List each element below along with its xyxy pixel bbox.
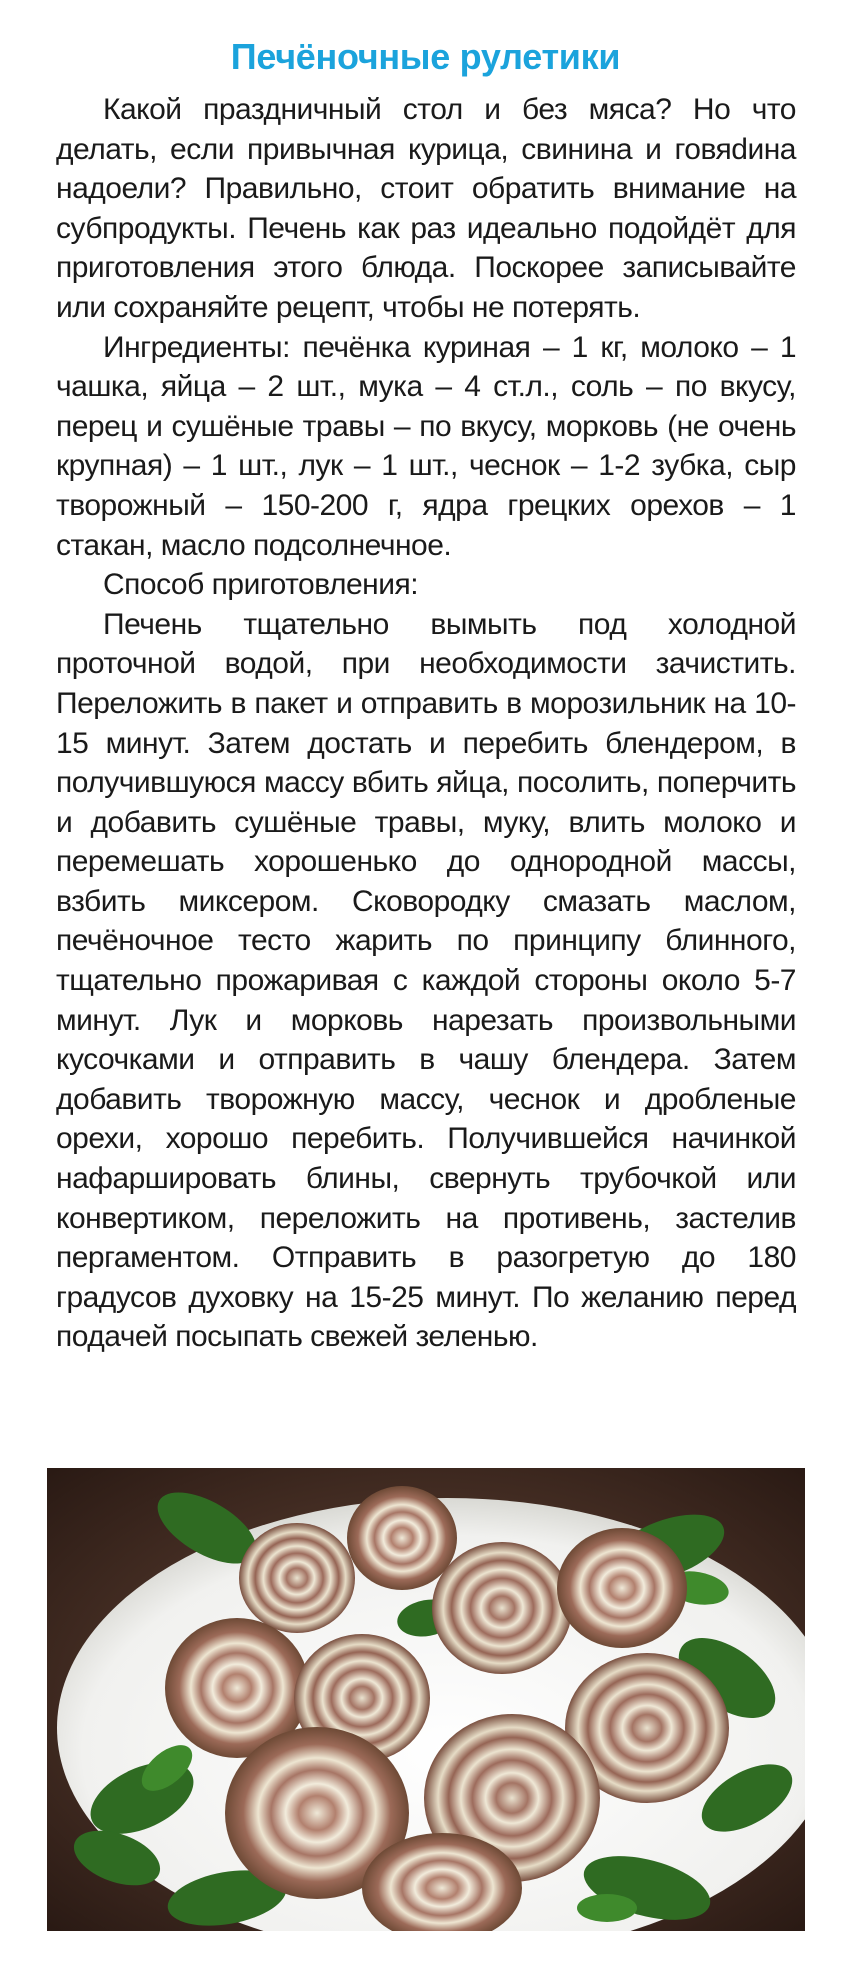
method-paragraph: Печень тщательно вымыть под холодной проточной водой, при необходимости зачистить. Переложить в пакет и отправить в морозильник на 10-15 минут. Затем достать и перебить блендером, в получившуюся массу вбить яйца, посолить, поперчить и добавить сушёные травы, муку, влить молоко и перемешать хорошенько до однородной массы, взбить миксером. Сковородку смазать маслом, печёночное тесто жарить по принципу блинного, тщательно прожаривая с каждой стороны около 5-7 минут. Лук и морковь нарезать произвольными кусочками и отправить в чашу блендера. Затем добавить творожную массу, чеснок и дробленые орехи, хорошо перебить. Получившейся начинкой нафаршировать блины, свернуть трубочкой или конвертиком, переложить на противень, застелив пергаментом. Отправить в разогретую до 180 градусов духовку на 15-25 минут. По желанию перед подачей посыпать свежей зеленью. <box>56 607 796 1354</box>
intro-paragraph: Какой праздничный стол и без мяса? Но что делать, если привычная курица, свинина и говяdина надоели? Правильно, стоит обратить внимание на субпродукты. Печень как раз идеально подойдёт для приготовления этого блюда. Поскорее записывайте или сохраняйте рецепт, чтобы не потерять. <box>56 93 796 324</box>
article-title: Печёночные рулетики <box>230 36 621 77</box>
method-heading: Способ приготовления: <box>103 568 419 602</box>
ingredients-paragraph: Ингредиенты: печёнка куриная – 1 кг, молоко – 1 чашка, яйца – 2 шт., мука – 4 ст.л., соль – по вкусу, перец и сушёные травы – по вкусу, морковь (не очень крупная) – 1 шт., лук – 1 шт., чеснок – 1-2 зубка, сыр творожный – 150-200 г, ядра грецких орехов – 1 стакан, масло подсолнечное. <box>56 330 796 562</box>
liver-rolls-illustration <box>47 1468 805 1931</box>
dish-photo <box>47 1468 805 1931</box>
article-body <box>56 90 796 1357</box>
